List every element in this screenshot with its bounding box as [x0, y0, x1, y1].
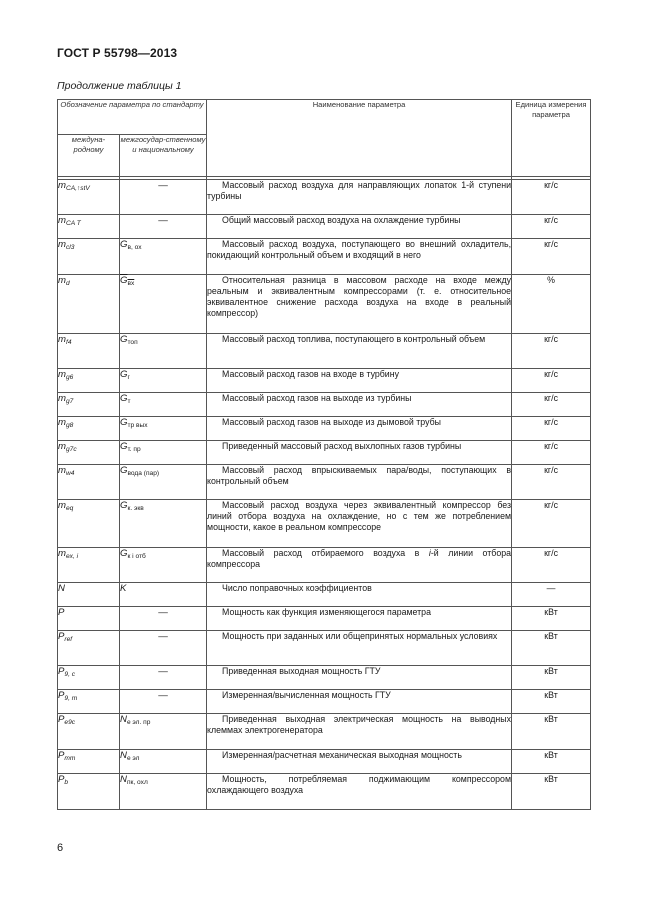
- symbol-national: $G_{т. пр}$: [120, 441, 207, 465]
- table-row: [58, 548, 591, 583]
- parameter-name: Массовый расход воздуха для направляющих лопаток 1-й ступени турбины: [207, 180, 512, 215]
- table-row: [58, 774, 591, 810]
- symbol-international: $m_d$: [58, 275, 120, 334]
- symbol-national: $G_{вх}$: [120, 275, 207, 334]
- table-row: [58, 369, 591, 393]
- symbol-international: $m_{CA,↑stV}$: [58, 180, 120, 215]
- parameter-name: Массовый расход отбираемого воздуха в i-й линии отбора компрессора: [207, 548, 512, 583]
- table-row: [58, 441, 591, 465]
- symbol-national: —: [120, 607, 207, 631]
- unit: кг/с: [512, 393, 591, 417]
- parameter-name: Измеренная/вычисленная мощность ГТУ: [207, 690, 512, 714]
- unit: кВт: [512, 750, 591, 774]
- symbol-international: $m_{CA T}$: [58, 215, 120, 239]
- parameter-name: Массовый расход топлива, поступающего в контрольный объем: [207, 334, 512, 369]
- header-interstate-national: межгосудар-ственному и национальному: [120, 135, 207, 177]
- symbol-national: $G_{к i отб}$: [120, 548, 207, 583]
- document-code: ГОСТ Р 55798—2013: [57, 46, 178, 60]
- symbol-international: $m_{g8}$: [58, 417, 120, 441]
- unit: кг/с: [512, 441, 591, 465]
- parameter-name: Мощность как функция изменяющегося параметра: [207, 607, 512, 631]
- symbol-national: $G_{топ}$: [120, 334, 207, 369]
- symbol-international: P: [58, 607, 120, 631]
- table-row: [58, 393, 591, 417]
- parameter-name: Приведенная выходная электрическая мощность на выводных клеммах электрогенератора: [207, 714, 512, 750]
- table-row: [58, 690, 591, 714]
- symbol-national: $G_г$: [120, 369, 207, 393]
- unit: кг/с: [512, 239, 591, 275]
- symbol-national: $G_{в, ох}$: [120, 239, 207, 275]
- table-row: [58, 465, 591, 500]
- parameter-name: Относительная разница в массовом расходе на входе между реальным и эквивалентным компрессорами (т. е. относительное эквивалентное снижение расхода воздуха на входе в реальный компрессор): [207, 275, 512, 334]
- parameter-name: Мощность, потребляемая поджимающим компрессором охлаждающего воздуха: [207, 774, 512, 810]
- unit: кг/с: [512, 548, 591, 583]
- unit: кг/с: [512, 465, 591, 500]
- unit: кг/с: [512, 180, 591, 215]
- page-number: 6: [57, 842, 64, 854]
- symbol-national: —: [120, 631, 207, 666]
- symbol-national: —: [120, 690, 207, 714]
- parameter-name: Массовый расход воздуха, поступающего во внешний охладитель, покидающий контрольный объем и входящий в него: [207, 239, 512, 275]
- parameter-name: Массовый расход воздуха через эквивалентный компрессор без линий отбора воздуха на охлаждение, но с тем же потреблением мощности, какое в реальном компрессоре: [207, 500, 512, 548]
- header-international: междуна-родному: [58, 135, 120, 177]
- table-row: [58, 417, 591, 441]
- symbol-national: $G_{вода (пар)}$: [120, 465, 207, 500]
- symbol-international: $P_{9, c}$: [58, 666, 120, 690]
- unit: кг/с: [512, 417, 591, 441]
- symbol-international: $m_{eq}$: [58, 500, 120, 548]
- table-row: [58, 666, 591, 690]
- symbol-international: $P_b$: [58, 774, 120, 810]
- symbol-national: $N_{е эл. пр}$: [120, 714, 207, 750]
- table-row: [58, 215, 591, 239]
- symbol-international: $m_{g7}$: [58, 393, 120, 417]
- table-row: [58, 180, 591, 215]
- symbol-international: $m_{f4}$: [58, 334, 120, 369]
- unit: кг/с: [512, 369, 591, 393]
- unit: кг/с: [512, 500, 591, 548]
- unit: %: [512, 275, 591, 334]
- symbol-national: $N_{е эл}$: [120, 750, 207, 774]
- parameter-name: Приведенная выходная мощность ГТУ: [207, 666, 512, 690]
- parameters-table: [57, 99, 591, 810]
- table-row: [58, 631, 591, 666]
- unit: кВт: [512, 631, 591, 666]
- table-row: [58, 714, 591, 750]
- table-row: [58, 275, 591, 334]
- symbol-international: $P_{ref}$: [58, 631, 120, 666]
- unit: —: [512, 583, 591, 607]
- unit: кг/с: [512, 215, 591, 239]
- table-row: [58, 607, 591, 631]
- symbol-national: —: [120, 215, 207, 239]
- unit: кВт: [512, 607, 591, 631]
- symbol-national: $G_{к. экв}$: [120, 500, 207, 548]
- parameter-name: Приведенный массовый расход выхлопных газов турбины: [207, 441, 512, 465]
- table-row: [58, 334, 591, 369]
- header-parameter-name: Наименование параметра: [207, 100, 512, 177]
- symbol-international: $P_{e9c}$: [58, 714, 120, 750]
- symbol-international: $m_{g6}$: [58, 369, 120, 393]
- symbol-international: $m_{w4}$: [58, 465, 120, 500]
- table-row: [58, 500, 591, 548]
- symbol-international: $m_{g7c}$: [58, 441, 120, 465]
- table-continuation-caption: Продолжение таблицы 1: [57, 80, 182, 92]
- symbol-international: $m_{ex, i}$: [58, 548, 120, 583]
- parameter-name: Массовый расход газов на входе в турбину: [207, 369, 512, 393]
- symbol-international: $P_{9, m}$: [58, 690, 120, 714]
- symbol-national: $G_т$: [120, 393, 207, 417]
- symbol-national: $G_{тр вых}$: [120, 417, 207, 441]
- symbol-international: $P_{mm}$: [58, 750, 120, 774]
- unit: кВт: [512, 666, 591, 690]
- unit: кВт: [512, 774, 591, 810]
- parameter-name: Массовый расход газов на выходе из турбины: [207, 393, 512, 417]
- symbol-international: $m_{cl3}$: [58, 239, 120, 275]
- table-header: [58, 100, 591, 180]
- parameter-name: Массовый расход впрыскиваемых пара/воды, поступающих в контрольный объем: [207, 465, 512, 500]
- unit: кВт: [512, 714, 591, 750]
- header-unit: Единица измерения параметра: [512, 100, 591, 177]
- parameter-name: Измеренная/расчетная механическая выходная мощность: [207, 750, 512, 774]
- symbol-national: —: [120, 180, 207, 215]
- header-designation-group: Обозначение параметра по стандарту: [58, 100, 207, 135]
- table-row: [58, 583, 591, 607]
- unit: кг/с: [512, 334, 591, 369]
- symbol-national: —: [120, 666, 207, 690]
- parameter-name: Массовый расход газов на выходе из дымовой трубы: [207, 417, 512, 441]
- table-body: [58, 180, 591, 810]
- parameter-name: Число поправочных коэффициентов: [207, 583, 512, 607]
- parameter-name: Мощность при заданных или общепринятых нормальных условиях: [207, 631, 512, 666]
- parameter-name: Общий массовый расход воздуха на охлаждение турбины: [207, 215, 512, 239]
- symbol-international: N: [58, 583, 120, 607]
- table-row: [58, 239, 591, 275]
- symbol-national: K: [120, 583, 207, 607]
- symbol-national: $N_{пк, охл}$: [120, 774, 207, 810]
- table-row: [58, 750, 591, 774]
- unit: кВт: [512, 690, 591, 714]
